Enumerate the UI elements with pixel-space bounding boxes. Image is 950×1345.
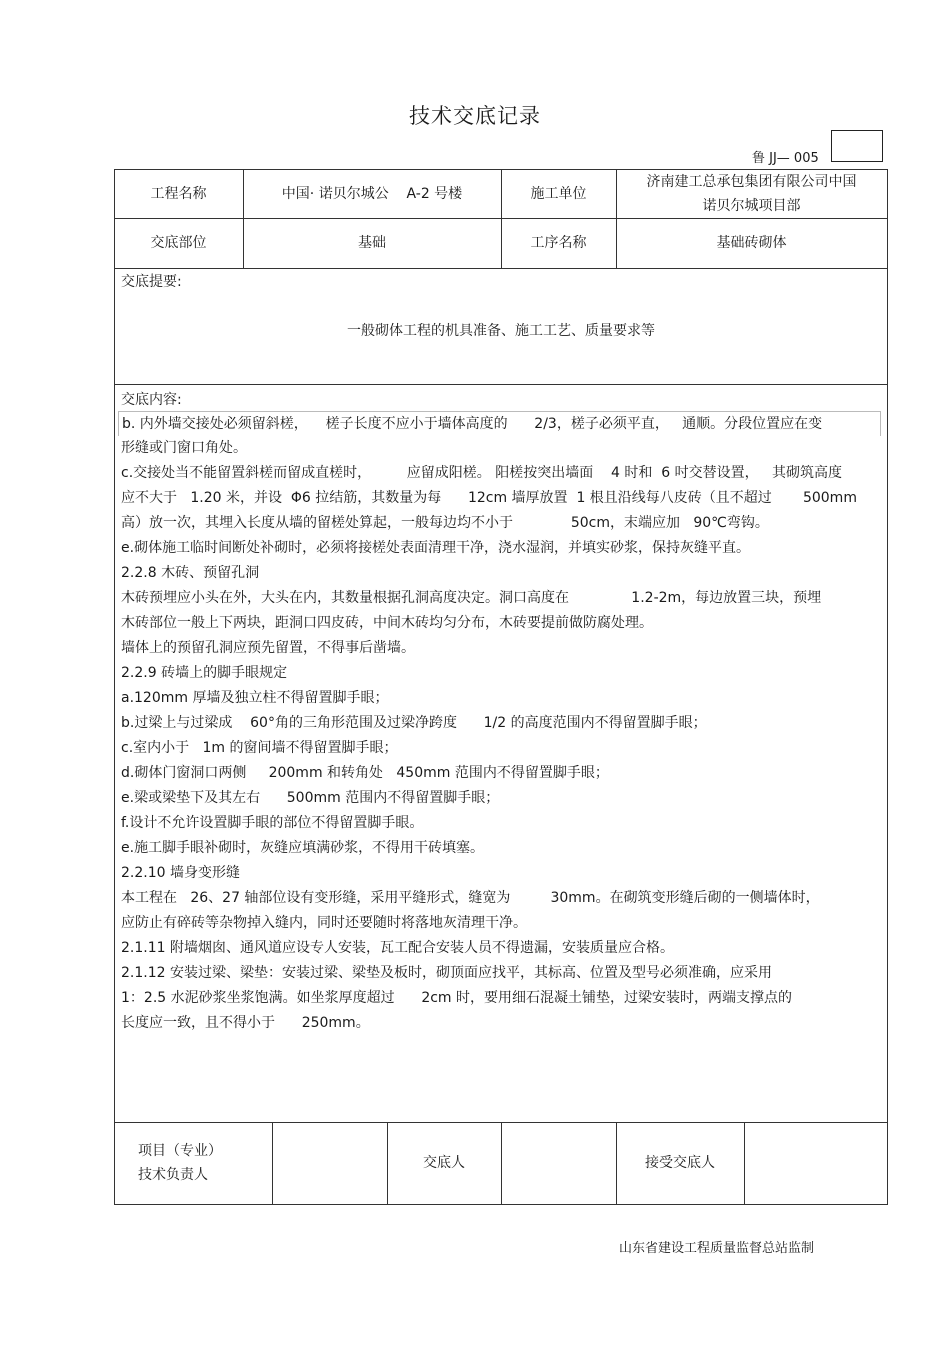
process-label: 工序名称 (530, 235, 587, 251)
content-line: e.梁或梁垫下及其左右 500mm 范围内不得留置脚手眼； (121, 790, 500, 806)
tech-lead-label (114, 1122, 272, 1204)
content-line: 长度应一致，且不得小于 250mm。 (121, 1015, 370, 1031)
tech-lead-label-line1: 项目（专业） (138, 1143, 222, 1159)
receiver-label: 接受交底人 (645, 1155, 715, 1171)
content-line: b.过梁上与过梁成 60°角的三角形范围及过梁净跨度 1/2 的高度范围内不得留置脚手眼； (121, 715, 707, 731)
construction-unit-line1: 济南建工总承包集团有限公司中国 (646, 173, 857, 190)
footer-issuer: 山东省建设工程质量监督总站监制 (619, 1241, 815, 1256)
tech-lead-signature-field[interactable] (272, 1122, 387, 1204)
tech-lead-label-line2: 技术负责人 (138, 1167, 208, 1183)
summary-label: 交底提要: (121, 274, 182, 290)
receiver-signature-field[interactable] (744, 1122, 887, 1204)
content-line: d.砌体门窗洞口两侧 200mm 和转角处 450mm 范围内不得留置脚手眼； (121, 765, 609, 781)
discloser-signature-field[interactable] (501, 1122, 616, 1204)
content-line: 2.1.12 安装过梁、梁垫：安装过梁、梁垫及板时，砌顶面应找平，其标高、位置及型号必须准确，应采用 (121, 965, 772, 981)
content-body (121, 411, 881, 1036)
content-line: b. 内外墙交接处必须留斜槎， 槎子长度不应小于墙体高度的 2/3，槎子必须平直， 通顺。分段位置应在变 (118, 411, 881, 436)
content-line: e.施工脚手眼补砌时，灰缝应填满砂浆，不得用干砖填塞。 (121, 840, 485, 856)
content-line: 2.2.10 墙身变形缝 (121, 865, 240, 881)
content-line: f.设计不允许设置脚手眼的部位不得留置脚手眼。 (121, 815, 424, 831)
content-line: c.室内小于 1m 的窗间墙不得留置脚手眼； (121, 740, 398, 756)
document-title: 技术交底记录 (409, 104, 541, 128)
content-line: 墙体上的预留孔洞应预先留置，不得事后凿墙。 (121, 640, 415, 656)
content-line: 形缝或门窗口角处。 (121, 440, 247, 456)
content-label: 交底内容: (121, 392, 182, 408)
content-line: 1：2.5 水泥砂浆坐浆饱满。如坐浆厚度超过 2cm 时，要用细石混凝土铺垫，过梁安装时，两端支撑点的 (121, 990, 793, 1006)
content-line: a.120mm 厚墙及独立柱不得留置脚手眼； (121, 690, 389, 706)
content-line: 2.1.11 附墙烟囱、通风道应设专人安装，瓦工配合安装人员不得遗漏，安装质量应合格。 (121, 940, 674, 956)
content-line: c.交接处当不能留置斜槎而留成直槎时， 应留成阳槎。 阳槎按突出墙面 4 时和 6 吋交替设置， 其砌筑高度 (121, 465, 842, 481)
location-label: 交底部位 (150, 235, 207, 251)
form-code-box (831, 130, 883, 162)
construction-unit-label: 施工单位 (530, 185, 587, 202)
location-value: 基础 (358, 235, 386, 251)
content-line: 木砖预埋应小头在外，大头在内，其数量根据孔洞高度决定。洞口高度在 1.2-2m，每边放置三块，预埋 (121, 590, 822, 606)
content-line: 本工程在 26、27 轴部位设有变形缝，采用平缝形式，缝宽为 30mm。在砌筑变形缝后砌的一侧墙体时， (121, 890, 820, 906)
project-name-value: 中国· 诺贝尔城公 A-2 号楼 (281, 185, 463, 202)
process-value: 基础砖砌体 (716, 235, 787, 251)
discloser-label: 交底人 (423, 1155, 465, 1171)
summary-text: 一般砌体工程的机具准备、施工工艺、质量要求等 (347, 323, 655, 339)
content-line: 2.2.8 木砖、预留孔洞 (121, 565, 260, 581)
content-line: 高）放一次，其埋入长度从墙的留槎处算起，一般每边均不小于 50cm，末端应加 90℃弯钩。 (121, 515, 769, 531)
construction-unit-value (616, 169, 887, 218)
content-line: 应防止有碎砖等杂物掉入缝内，同时还要随时将落地灰清理干净。 (121, 915, 527, 931)
content-line: e.砌体施工临时间断处补砌时，必须将接槎处表面清理干净，浇水湿润，并填实砂浆，保持灰缝平直。 (121, 540, 751, 556)
construction-unit-line2: 诺贝尔城项目部 (702, 197, 801, 214)
form-code: 鲁 JJ— 005 (752, 151, 819, 166)
content-line: 木砖部位一般上下两块，距洞口四皮砖，中间木砖均匀分布，木砖要提前做防腐处理。 (121, 615, 653, 631)
content-line: 应不大于 1.20 米，并设 Φ6 拉结筋，其数量为每 12cm 墙厚放置 1 根且沿线每八皮砖（且不超过 500mm (121, 490, 857, 506)
project-name-label: 工程名称 (150, 185, 207, 202)
content-line: 2.2.9 砖墙上的脚手眼规定 (121, 665, 288, 681)
